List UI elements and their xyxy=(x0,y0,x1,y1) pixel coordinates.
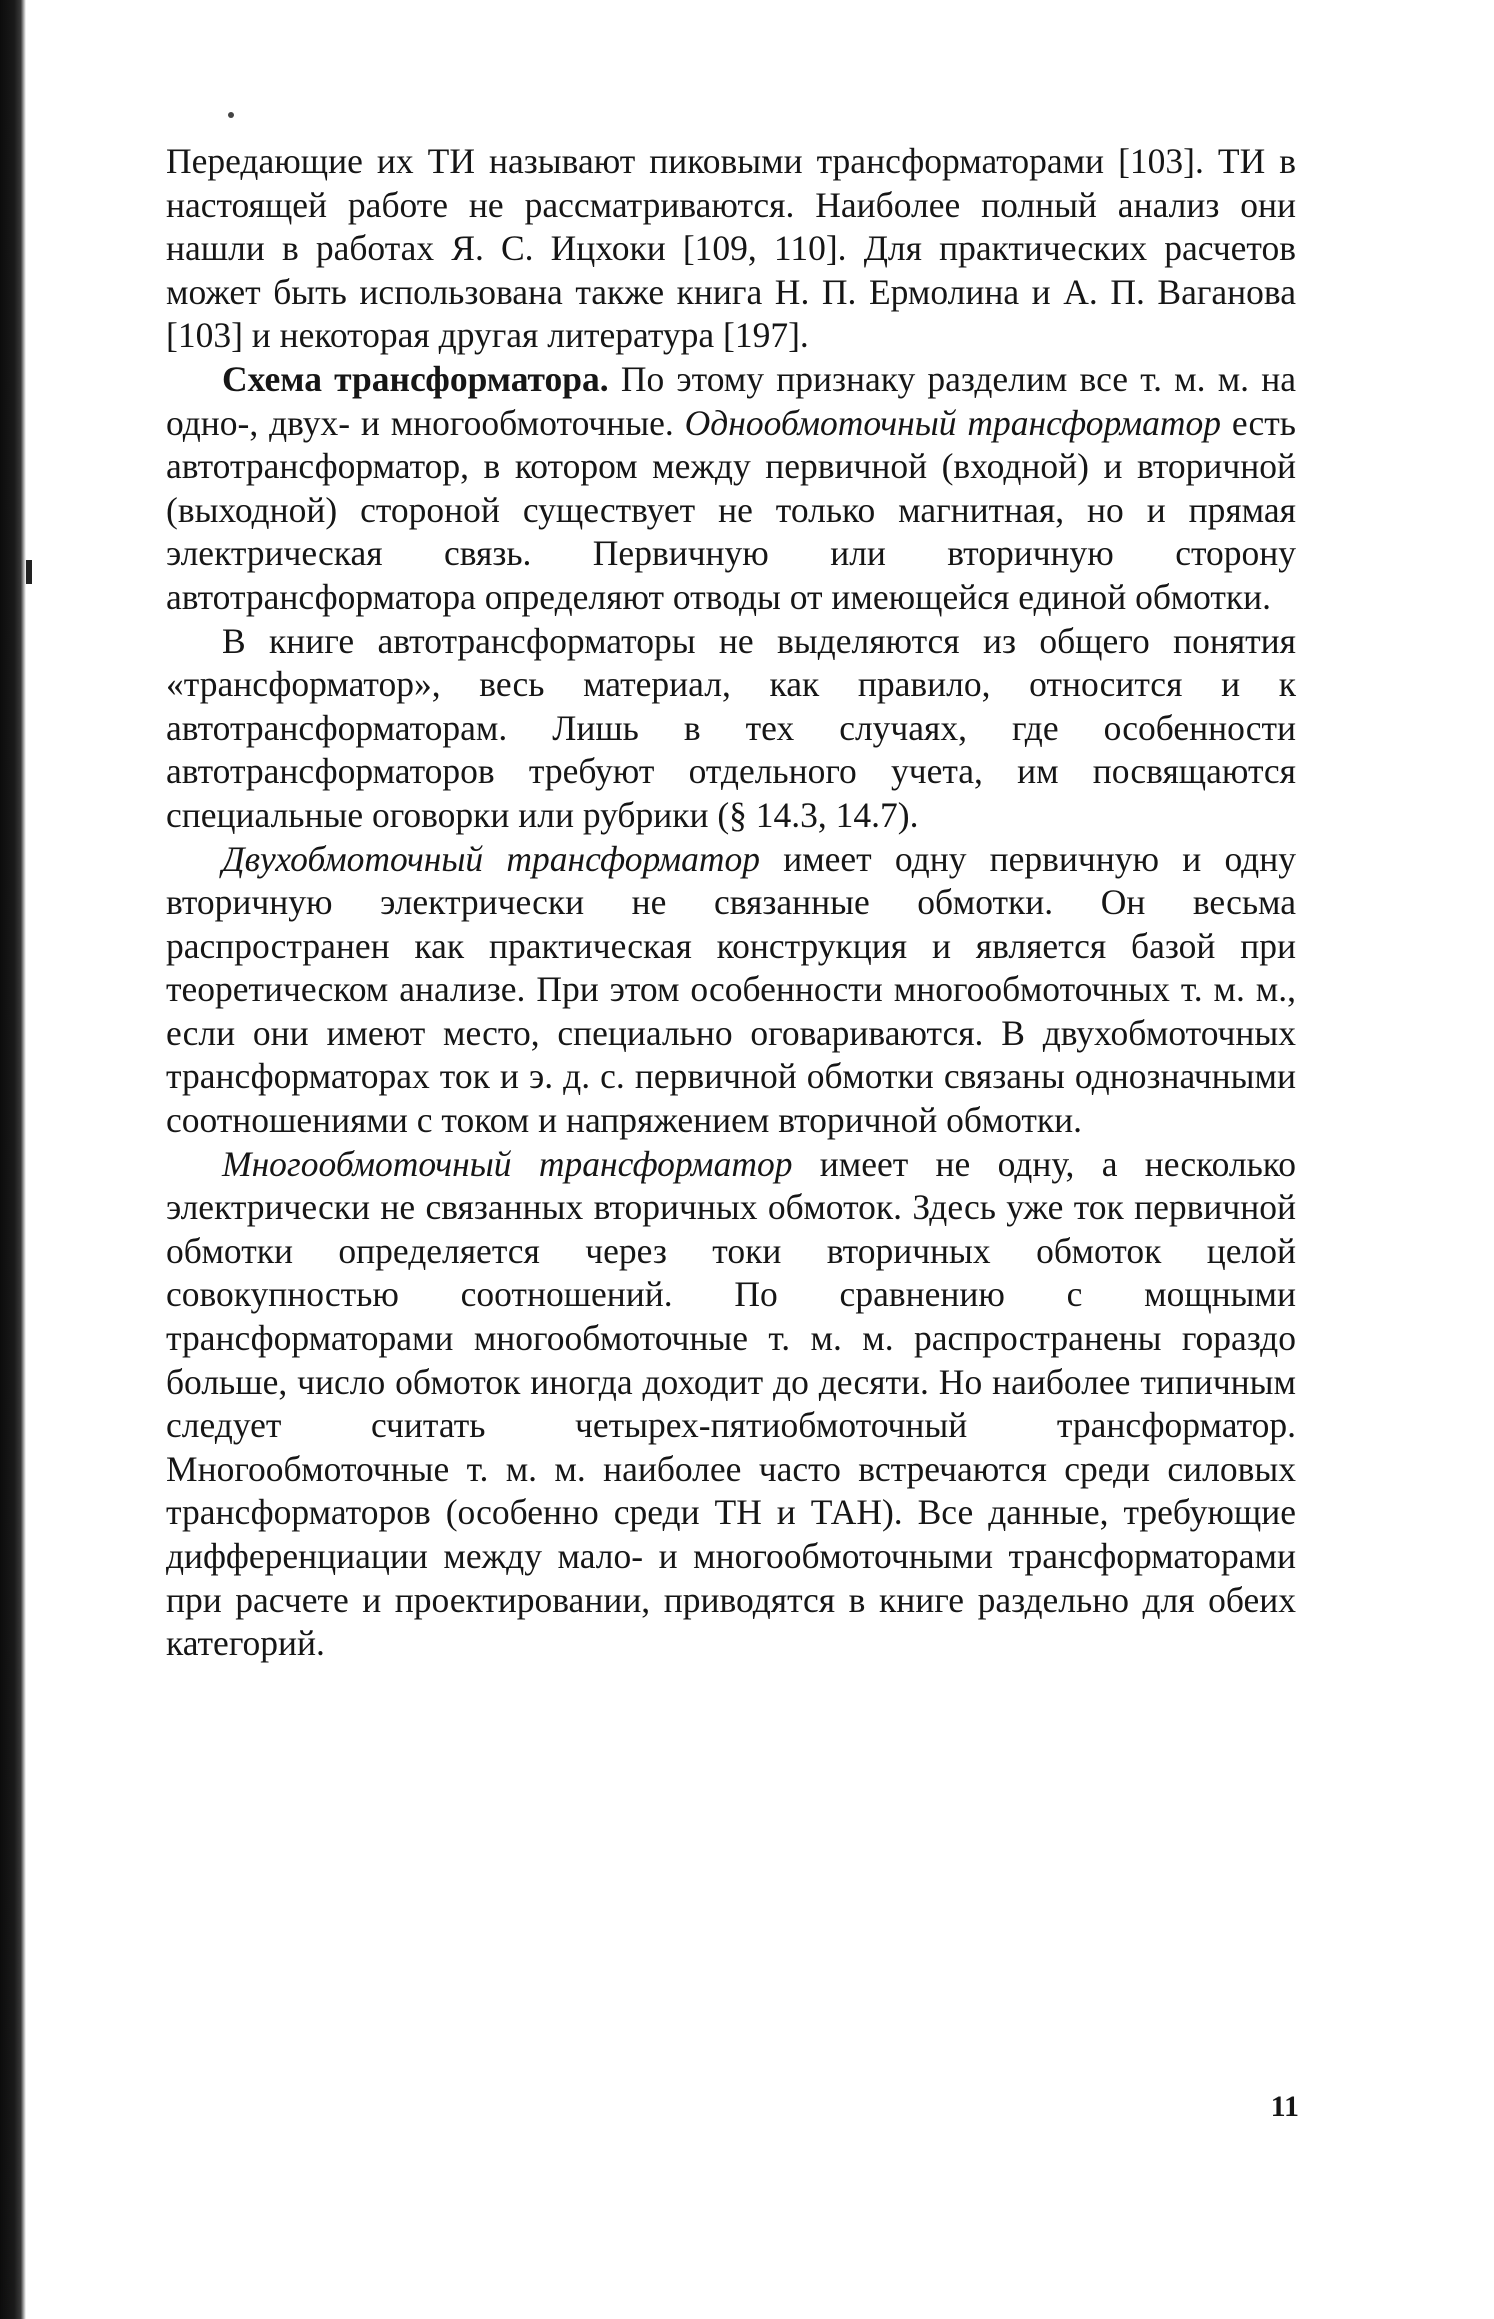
term-single-winding: Однообмоточный трансформатор xyxy=(684,402,1222,443)
paragraph-autotransformers xyxy=(166,620,1296,838)
text-run: есть автотрансформатор, в котором между первичной (входной) и вторичной (выходной) стороной существует не только магнитная, но и прямая электрическая связь. Первичную или вторичную сторону автотрансформатора определяют отводы от имеющейся единой обмотки. xyxy=(166,402,1296,617)
section-heading: Схема трансформатора. xyxy=(222,358,609,399)
scan-dot xyxy=(228,112,234,118)
text-run: Передающие их ТИ называют пиковыми трансформаторами [103]. ТИ в настоящей работе не рассматриваются. Наиболее полный анализ они нашли в работах Я. С. Ицхоки [109, 110]. Для практических расчетов может быть использована также книга Н. П. Ермолина и А. П. Ваганова [103] и некоторая другая литература [197]. xyxy=(166,141,1296,356)
term-two-winding: Двухобмоточный трансформатор xyxy=(222,838,760,879)
term-multi-winding: Многообмоточный трансформатор xyxy=(222,1143,793,1184)
text-run: По этому признаку разделим все т. м. м. на одно-, двух- и многообмоточные. xyxy=(166,358,1296,443)
page-binding-edge xyxy=(0,0,26,2319)
text-run: имеет одну первичную и одну вторичную электрически не связанные обмотки. Он весьма распространен как практическая конструкция и является базой при теоретическом анализе. При этом особенности многообмоточных т. м. м., если они имеют место, специально оговариваются. В двухобмоточных трансформаторах ток и э. д. с. первичной обмотки связаны однозначными соотношениями с током и напряжением вторичной обмотки. xyxy=(166,838,1296,1141)
page-number: 11 xyxy=(1270,2090,1299,2123)
scan-artifact xyxy=(26,560,32,584)
text-run: имеет не одну, а несколько электрически не связанных вторичных обмоток. Здесь уже ток первичной обмотки определяется через токи вторичных обмоток целой совокупностью соотношений. По сравнению с мощными трансформаторами многообмоточные т. м. м. распространены гораздо больше, число обмоток иногда доходит до десяти. Но наиболее типичным следует считать четырех-пятиобмоточный трансформатор. Многообмоточные т. м. м. наиболее часто встречаются среди силовых трансформаторов (особенно среди ТН и ТАН). Все данные, требующие дифференциации между мало- и многообмоточными трансформаторами при расчете и проектировании, приводятся в книге раздельно для обеих категорий. xyxy=(166,1143,1296,1664)
paragraph-multi-winding xyxy=(166,1143,1296,1666)
book-page-body xyxy=(166,140,1296,1666)
text-run: В книге автотрансформаторы не выделяются из общего понятия «трансформатор», весь материал, как правило, относится и к автотрансформаторам. Лишь в тех случаях, где особенности автотрансформаторов требуют отдельного учета, им посвящаются специальные оговорки или рубрики (§ 14.3, 14.7). xyxy=(166,620,1296,835)
paragraph-pulse-transformers xyxy=(166,140,1296,358)
paragraph-two-winding xyxy=(166,838,1296,1143)
paragraph-transformer-scheme xyxy=(166,358,1296,620)
